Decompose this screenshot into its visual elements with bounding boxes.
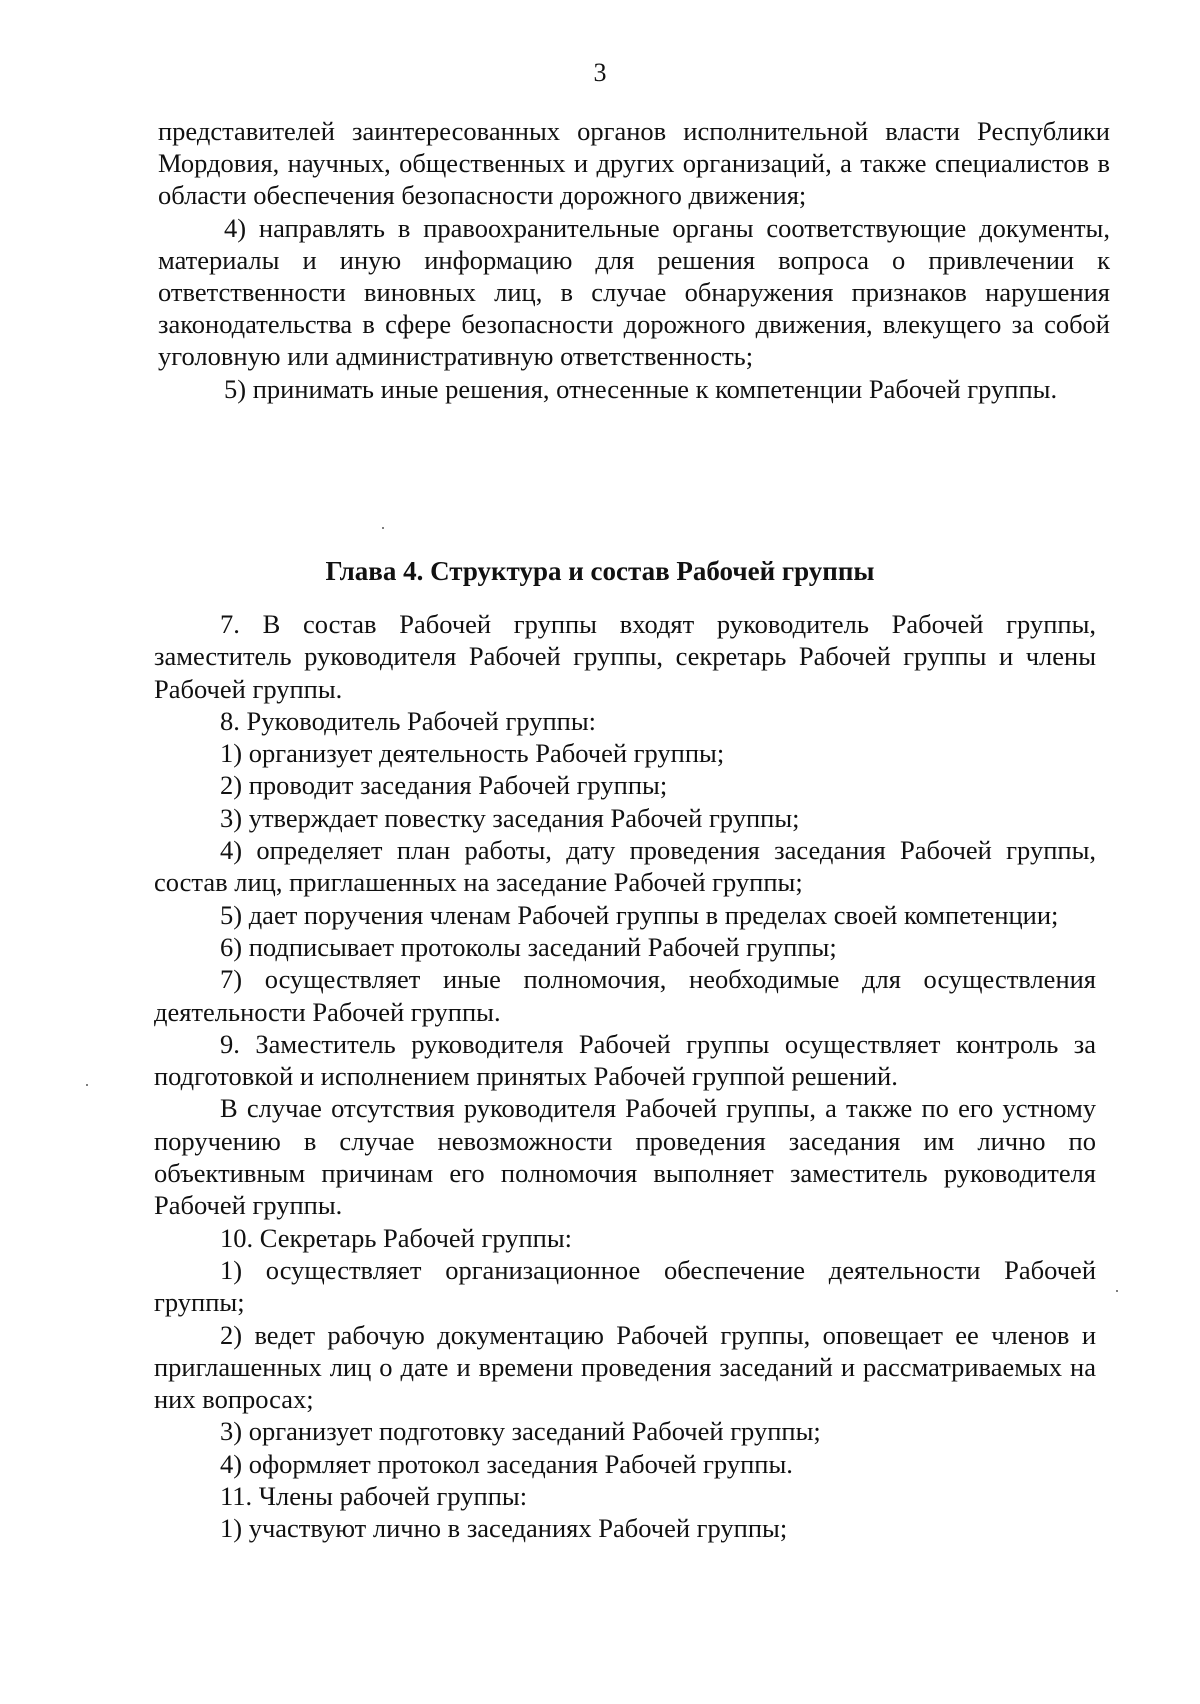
- paragraph-clause-10-item-4: 4) оформляет протокол заседания Рабочей группы.: [220, 1448, 793, 1479]
- paragraph-clause-11-item-1: 1) участвуют лично в заседаниях Рабочей группы;: [220, 1513, 788, 1544]
- scan-speck: [86, 1084, 88, 1086]
- paragraph-clause-8-item-6: 6) подписывает протоколы заседаний Рабочей группы;: [220, 931, 837, 962]
- paragraph-clause-8-item-5: 5) дает поручения членам Рабочей группы в пределах своей компетенции;: [220, 899, 1059, 930]
- paragraph-item-4: 4) направлять в правоохранительные органы соответствующие документы, материалы и иную информацию для решения вопроса о привлечении к ответственности виновных лиц, в случае обнаружения признаков нарушения законодательства в сфере безопасности дорожного движения, влекущего за собой уголовную или административную ответственность;: [158, 212, 1110, 372]
- paragraph-clause-10-item-2: 2) ведет рабочую документацию Рабочей группы, оповещает ее членов и приглашенных лиц о дате и времени проведения заседаний и рассматриваемых на них вопросах;: [154, 1319, 1096, 1415]
- paragraph-clause-8: 8. Руководитель Рабочей группы:: [220, 705, 597, 736]
- paragraph-continuation: представителей заинтересованных органов исполнительной власти Республики Мордовия, научных, общественных и других организаций, а также специалистов в области обеспечения безопасности дорожного движения;: [158, 116, 1110, 211]
- paragraph-clause-9: 9. Заместитель руководителя Рабочей группы осуществляет контроль за подготовкой и исполнением принятых Рабочей группой решений.: [154, 1028, 1096, 1092]
- chapter-text-block: [154, 608, 1096, 1545]
- paragraph-clause-10: 10. Секретарь Рабочей группы:: [220, 1222, 573, 1253]
- paragraph-item-5: 5) принимать иные решения, отнесенные к компетенции Рабочей группы.: [224, 373, 1058, 404]
- scan-speck: [1116, 1290, 1118, 1292]
- paragraph-clause-8-item-4: 4) определяет план работы, дату проведения заседания Рабочей группы, состав лиц, приглашенных на заседание Рабочей группы;: [154, 835, 1096, 898]
- paragraph-clause-8-item-3: 3) утверждает повестку заседания Рабочей группы;: [220, 802, 800, 833]
- paragraph-clause-10-item-1: 1) осуществляет организационное обеспечение деятельности Рабочей группы;: [154, 1254, 1096, 1318]
- chapter-heading: Глава 4. Структура и состав Рабочей группы: [325, 556, 875, 586]
- paragraph-clause-8-item-7: 7) осуществляет иные полномочия, необходимые для осуществления деятельности Рабочей группы.: [154, 964, 1096, 1027]
- paragraph-clause-9-note: В случае отсутствия руководителя Рабочей группы, а также по его устному поручению в случае невозможности проведения заседания им лично по объективным причинам его полномочия выполняет заместитель руководителя Рабочей группы.: [154, 1093, 1096, 1221]
- page-number: 3: [593, 58, 607, 87]
- paragraph-clause-8-item-2: 2) проводит заседания Рабочей группы;: [220, 770, 668, 801]
- paragraph-clause-8-item-1: 1) организует деятельность Рабочей группы;: [220, 738, 725, 769]
- paragraph-clause-11: 11. Члены рабочей группы:: [220, 1481, 528, 1512]
- scan-speck: [382, 527, 384, 529]
- top-text-block: [158, 115, 1110, 405]
- paragraph-clause-7: 7. В состав Рабочей группы входят руководитель Рабочей группы, заместитель руководителя Рабочей группы, секретарь Рабочей группы и члены Рабочей группы.: [154, 609, 1096, 704]
- paragraph-clause-10-item-3: 3) организует подготовку заседаний Рабочей группы;: [220, 1416, 821, 1447]
